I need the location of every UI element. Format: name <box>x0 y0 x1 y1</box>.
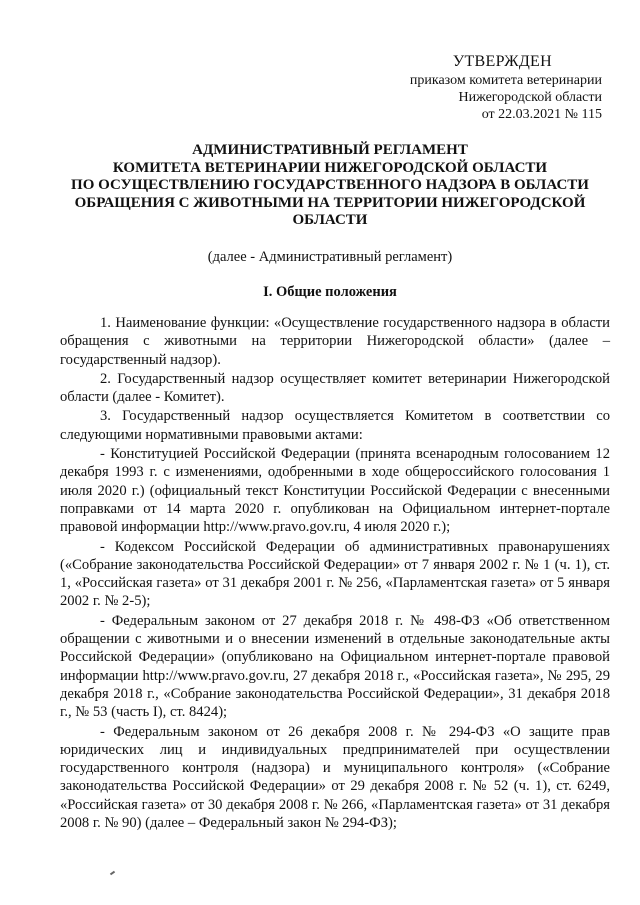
paragraph-supervisor: 2. Государственный надзор осуществляет комитет ветеринарии Нижегородской области (далее - Комитет). <box>60 370 610 406</box>
title-line: ОБЛАСТИ <box>292 212 368 228</box>
approval-title: УТВЕРЖДЕН <box>452 53 552 70</box>
list-item-law-498: - Федеральным законом от 27 декабря 2018 г. № 498-ФЗ «Об ответственном обращении с животными и о внесении изменений в отдельные законодательные акты Российской Федерации» (опубликовано на Официальном интернет-портале правовой информации http://www.pravo.gov.ru, 27 декабря 2018 г., «Российская газета», № 295, 29 декабря 2018 г., «Собрание законодательства Российской Федерации», 31 декабря 2018 г., № 53 (часть I), ст. 8424); <box>60 612 610 721</box>
paragraph-function-name: 1. Наименование функции: «Осуществление государственного надзора в области обращения с животными на территории Нижегородской области» (далее – государственный надзор). <box>60 315 610 368</box>
list-item-constitution: - Конституцией Российской Федерации (принята всенародным голосованием 12 декабря 1993 г. с изменениями, одобренными в ходе общероссийского голосования 1 июля 2020 г.) (официальный текст Конституции Российской Федерации с внесенными поправками от 14 марта 2020 г. опубликован на Официальном интернет-портале правовой информации http://www.pravo.gov.ru, 4 июля 2020 г.); <box>60 446 610 536</box>
title-line: КОМИТЕТА ВЕТЕРИНАРИИ НИЖЕГОРОДСКОЙ ОБЛАСТИ <box>112 159 548 176</box>
title-line: ОБРАЩЕНИЯ С ЖИВОТНЫМИ НА ТЕРРИТОРИИ НИЖЕГОРОДСКОЙ <box>74 194 586 211</box>
approval-line-region: Нижегородской области <box>458 90 602 105</box>
approval-line-date: от 22.03.2021 № 115 <box>481 107 602 122</box>
scan-mark <box>110 871 115 876</box>
approval-block <box>342 52 602 123</box>
title-line: ПО ОСУЩЕСТВЛЕНИЮ ГОСУДАРСТВЕННОГО НАДЗОРА В ОБЛАСТИ <box>71 177 589 193</box>
paragraph-legal-basis: 3. Государственный надзор осуществляется Комитетом в соответствии со следующими нормативными правовыми актами: <box>60 408 610 443</box>
section-heading: I. Общие положения <box>263 284 397 300</box>
title-line: АДМИНИСТРАТИВНЫЙ РЕГЛАМЕНТ <box>192 142 468 158</box>
body-text <box>60 314 610 833</box>
document-title <box>60 142 600 230</box>
list-item-law-294: - Федеральным законом от 26 декабря 2008 г. № 294-ФЗ «О защите прав юридических лиц и индивидуальных предпринимателей при осуществлении государственного контроля (надзора) и муниципального контроля» («Собрание законодательства Российской Федерации» от 29 декабря 2008 г. № 52 (ч. 1), ст. 6249, «Российская газета» от 30 декабря 2008 г. № 266, «Парламентская газета» от 31 декабря 2008 г. № 90) (далее – Федеральный закон № 294-ФЗ); <box>60 723 610 832</box>
list-item-admin-code: - Кодексом Российской Федерации об административных правонарушениях («Собрание законодательства Российской Федерации» от 7 января 2002 г. № 1 (ч. 1), ст. 1, «Российская газета» от 31 декабря 2001 г. № 256, «Парламентская газета» от 5 января 2002 г. № 2-5); <box>60 538 610 610</box>
document-subtitle: (далее - Административный регламент) <box>207 249 453 265</box>
approval-line-order: приказом комитета ветеринарии <box>409 73 602 88</box>
